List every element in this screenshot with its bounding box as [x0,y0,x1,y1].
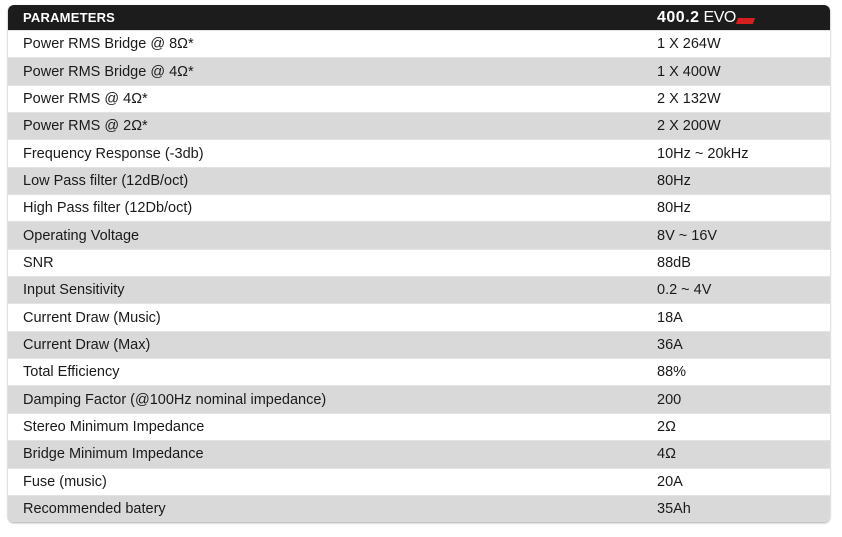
value-cell: 8V ~ 16V [657,227,718,244]
value-cell: 80Hz [657,200,691,217]
parameter-cell: High Pass filter (12Db/oct) [23,200,193,217]
table-row [8,331,830,358]
table-row [8,358,830,385]
parameter-cell: Power RMS Bridge @ 4Ω* [23,63,194,80]
parameter-cell: Power RMS @ 4Ω* [23,90,148,107]
table-row [8,167,830,194]
model-number: 400.2 [657,8,700,26]
table-row [8,440,830,467]
table-row [8,495,830,522]
table-row [8,194,830,221]
parameter-cell: Current Draw (Max) [23,336,151,353]
table-row [8,303,830,330]
parameter-cell: Operating Voltage [23,227,140,244]
value-cell: 88dB [657,254,691,271]
value-cell: 36A [657,336,683,353]
table-row [8,413,830,440]
value-cell: 1 X 264W [657,36,721,53]
parameter-cell: Stereo Minimum Impedance [23,418,205,435]
value-cell: 10Hz ~ 20kHz [657,145,749,162]
spec-table [8,5,830,522]
parameter-cell: Damping Factor (@100Hz nominal impedance) [23,391,327,408]
table-row [8,221,830,248]
parameter-cell: Fuse (music) [23,473,107,490]
parameter-cell: Recommended batery [23,501,166,518]
table-row [8,468,830,495]
value-cell: 88% [657,364,687,381]
model-heading [646,9,830,27]
table-header [8,5,830,30]
value-cell: 2 X 132W [657,90,721,107]
value-cell: 0.2 ~ 4V [657,282,712,299]
value-cell: 18A [657,309,683,326]
value-cell: 1 X 400W [657,63,721,80]
value-cell: 2 X 200W [657,118,721,135]
parameter-cell: Power RMS Bridge @ 8Ω* [23,36,194,53]
parameter-cell: Bridge Minimum Impedance [23,446,204,463]
table-row [8,139,830,166]
table-row [8,112,830,139]
parameter-cell: SNR [23,254,54,271]
table-row [8,276,830,303]
value-cell: 4Ω [657,446,676,463]
parameter-cell: Current Draw (Music) [23,309,161,326]
table-row [8,30,830,57]
value-cell: 20A [657,473,683,490]
table-body [8,30,830,522]
table-row [8,385,830,412]
model-badge-icon [736,18,755,24]
table-row [8,57,830,84]
value-cell: 80Hz [657,172,691,189]
table-row [8,85,830,112]
parameter-cell: Frequency Response (-3db) [23,145,204,162]
value-cell: 200 [657,391,682,408]
parameter-cell: Low Pass filter (12dB/oct) [23,172,189,189]
model-suffix: EVO [703,8,736,26]
parameter-cell: Power RMS @ 2Ω* [23,118,148,135]
value-cell: 2Ω [657,418,676,435]
parameters-heading: PARAMETERS [23,10,116,25]
value-cell: 35Ah [657,501,691,518]
parameter-cell: Total Efficiency [23,364,120,381]
table-row [8,249,830,276]
parameter-cell: Input Sensitivity [23,282,125,299]
